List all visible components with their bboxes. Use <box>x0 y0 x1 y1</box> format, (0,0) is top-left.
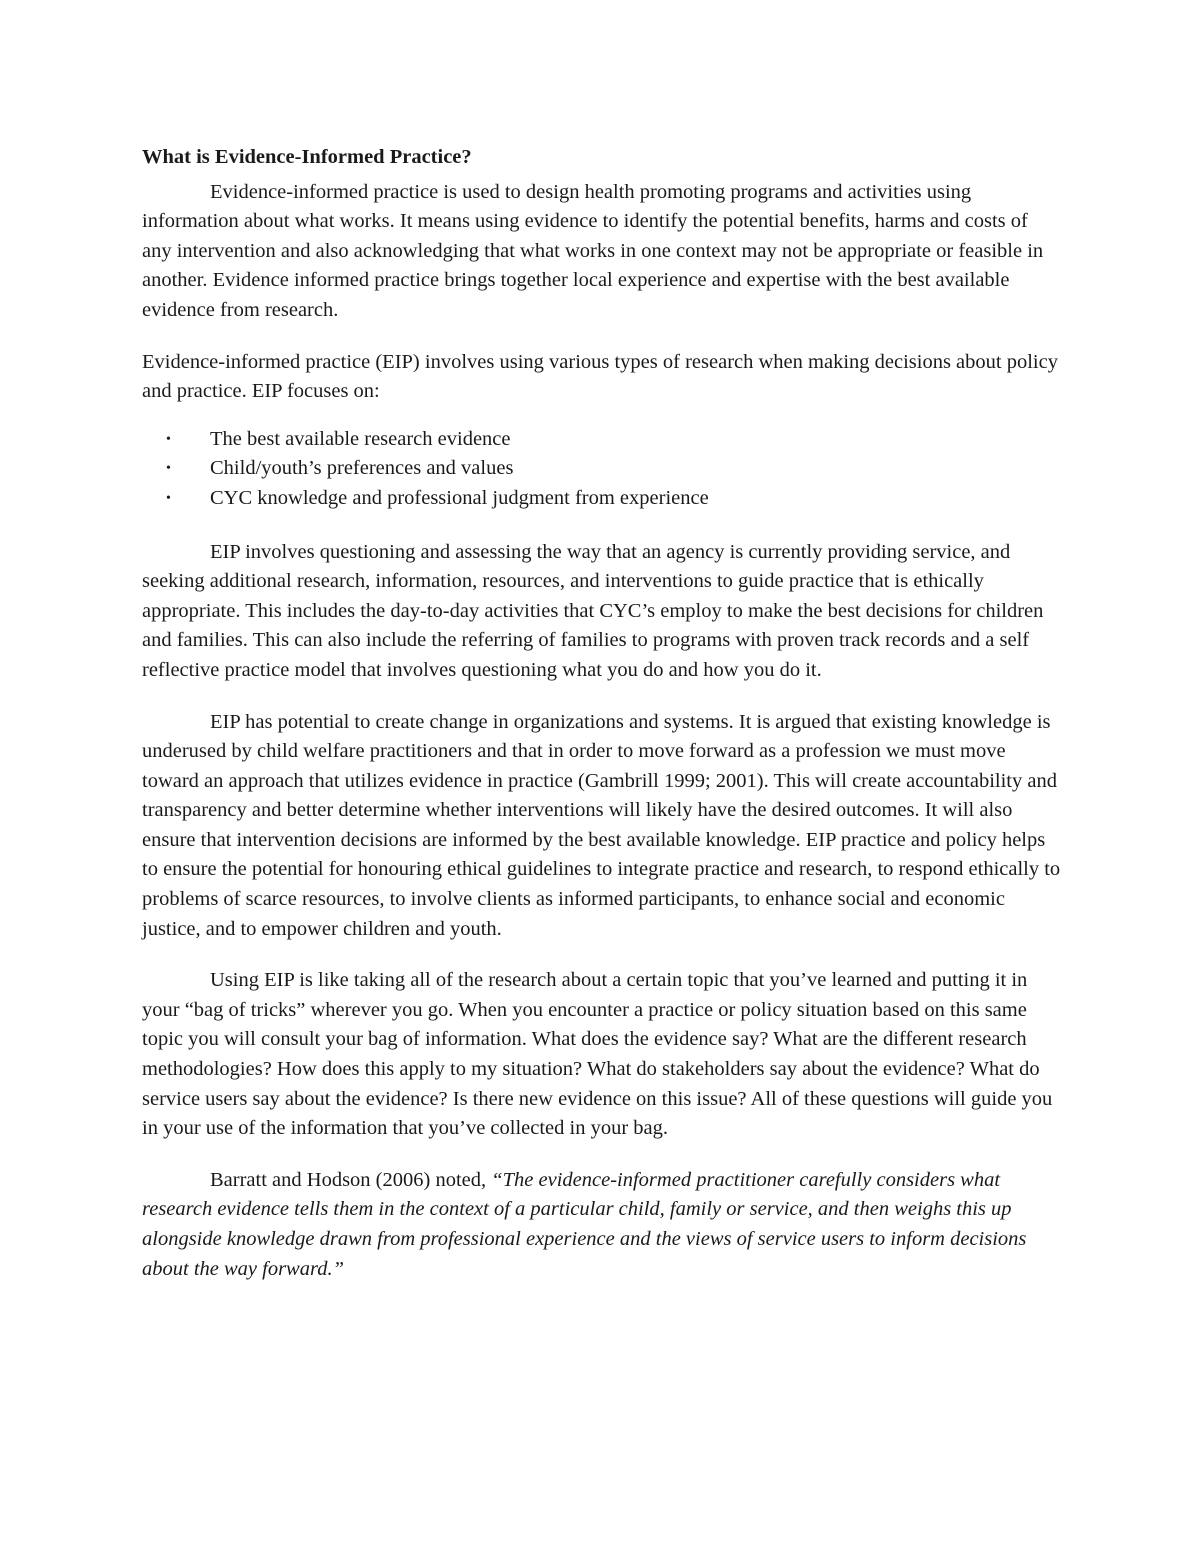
list-item-text: CYC knowledge and professional judgment from experience <box>210 486 709 509</box>
bag-of-tricks-paragraph: Using EIP is like taking all of the research about a certain topic that you’ve learned and putting it in your “bag of tricks” wherever you go. When you encounter a practice or policy situation based on this same topic you will consult your bag of information. What does the evidence say? What are the different research methodologies? How does this apply to my situation? What do stakeholders say about the evidence? What do service users say about the evidence? Is there new evidence on this issue? All of these questions will guide you in your use of the information that you’ve collected in your bag. <box>142 969 1053 1140</box>
document-page <box>142 143 1062 1284</box>
list-item-text: The best available research evidence <box>210 427 511 450</box>
eip-definition-paragraph: Evidence-informed practice (EIP) involves using various types of research when making decisions about policy and practice. EIP focuses on: <box>142 350 1058 403</box>
bullet-icon: • <box>166 461 171 477</box>
eip-focus-list <box>142 425 1062 514</box>
bullet-icon: • <box>166 490 171 506</box>
change-potential-paragraph: EIP has potential to create change in organizations and systems. It is argued that existing knowledge is underused by child welfare practitioners and that in order to move forward as a profession we must move toward an approach that utilizes evidence in practice (Gambrill 1999; 2001). This will create accountability and transparency and better determine whether interventions will likely have the desired outcomes. It will also ensure that intervention decisions are informed by the best available knowledge. EIP practice and policy helps to ensure the potential for honouring ethical guidelines to integrate practice and research, to respond ethically to problems of scarce resources, to involve clients as informed participants, to enhance social and economic justice, and to empower children and youth. <box>142 710 1061 940</box>
bullet-icon: • <box>166 431 171 447</box>
list-item <box>142 484 1062 514</box>
quote-text: “The evidence-informed practitioner carefully considers what research evidence tells them in the context of a particular child, family or service, and then weighs this up alongside knowledge drawn from professional experience and the views of service users to inform decisions about the way forward.” <box>142 1168 1027 1280</box>
list-item-text: Child/youth’s preferences and values <box>210 457 514 480</box>
list-item <box>142 454 1062 484</box>
intro-paragraph: Evidence-informed practice is used to design health promoting programs and activities using information about what works. It means using evidence to identify the potential benefits, harms and costs of any intervention and also acknowledging that what works in one context may not be appropriate or feasible in another. Evidence informed practice brings together local experience and expertise with the best available evidence from research. <box>142 180 1044 321</box>
questioning-paragraph: EIP involves questioning and assessing the way that an agency is currently providing service, and seeking additional research, information, resources, and interventions to guide practice that is ethically appropriate. This includes the day-to-day activities that CYC’s employ to make the best decisions for children and families. This can also include the referring of families to programs with proven track records and a self reflective practice model that involves questioning what you do and how you do it. <box>142 540 1044 681</box>
quote-paragraph <box>142 1166 1062 1284</box>
document-title: What is Evidence-Informed Practice? <box>142 146 472 168</box>
quote-lead: Barratt and Hodson (2006) noted, <box>210 1168 492 1191</box>
list-item <box>142 425 1062 455</box>
